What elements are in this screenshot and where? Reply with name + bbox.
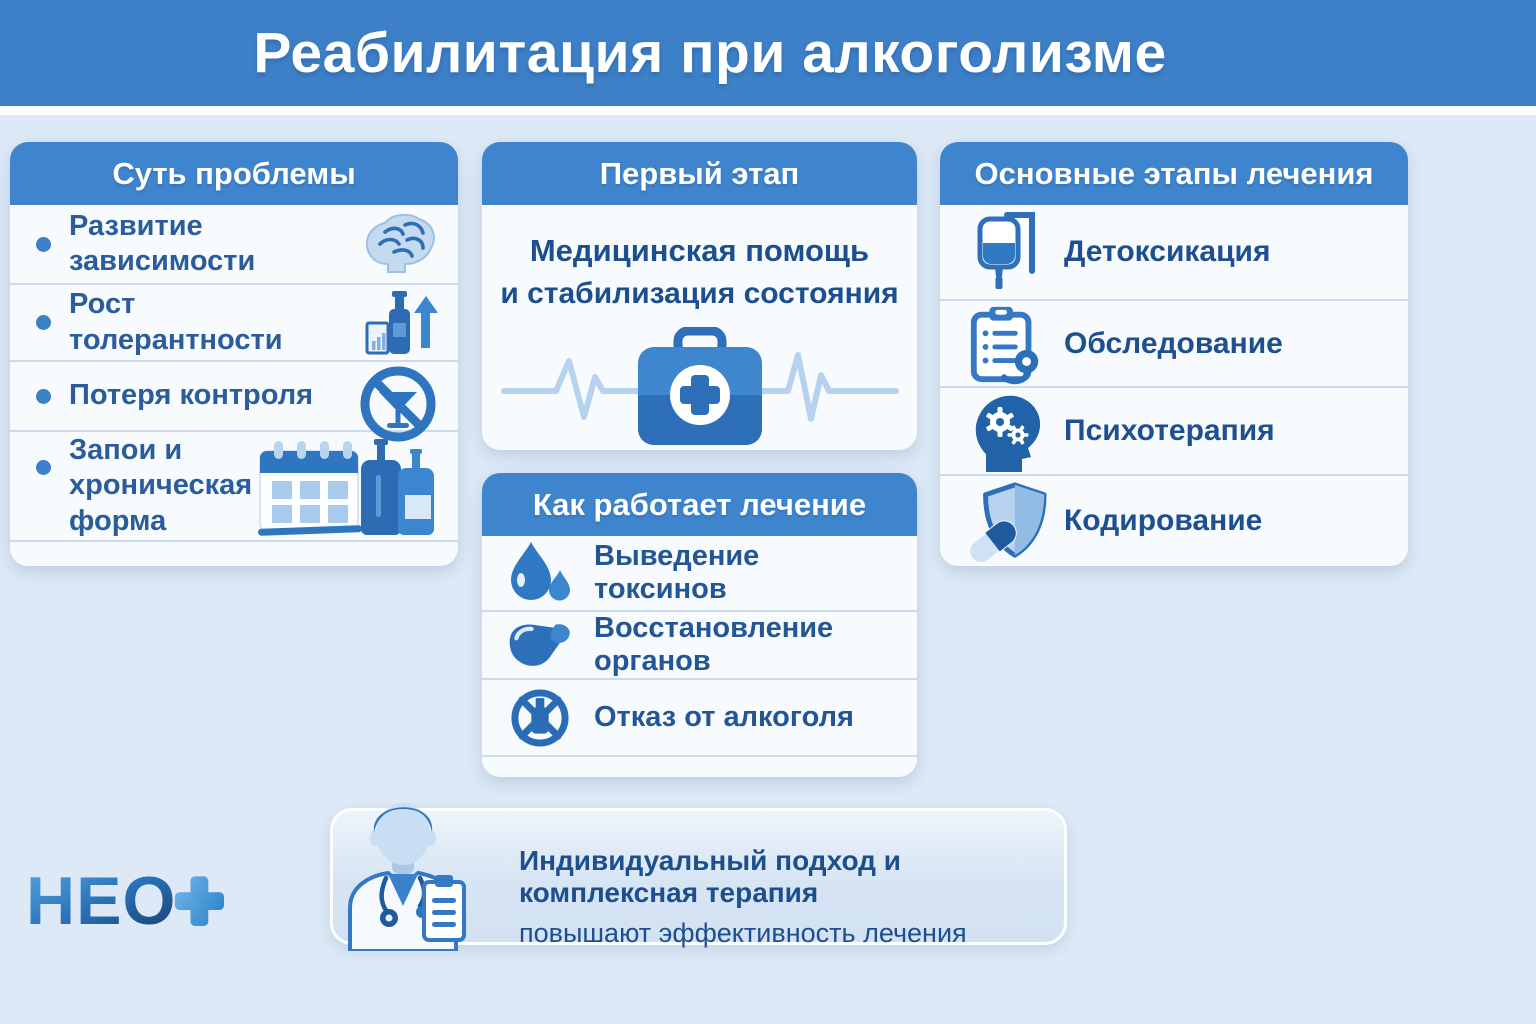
treatment-item-row	[482, 536, 917, 612]
stages-card	[940, 142, 1408, 566]
page-title: Реабилитация при алкоголизме	[253, 21, 1167, 85]
stages-item-row	[940, 388, 1408, 476]
tolerance-growth-icon	[354, 288, 440, 358]
first-stage-card-header: Первый этап	[482, 142, 917, 205]
doctor-clipboard-illustration	[336, 786, 471, 956]
bullet-dot	[36, 460, 51, 475]
first-aid-kit-icon	[482, 327, 917, 449]
problem-card-header: Суть проблемы	[10, 142, 458, 205]
brain-icon	[358, 211, 440, 277]
logo-text: НЕО	[26, 863, 177, 939]
ecg-line-icon	[504, 361, 646, 417]
problem-item-row	[10, 285, 458, 362]
treatment-item-label: Отказ от алкоголя	[594, 701, 854, 733]
calendar-bottles-icon	[254, 433, 440, 539]
treatment-card	[482, 473, 917, 777]
bullet-dot	[36, 237, 51, 252]
first-stage-text-line1: Медицинская помощь	[529, 233, 870, 268]
treatment-item-row	[482, 612, 917, 680]
shield-pill-icon	[966, 480, 1048, 562]
stages-item-label: Кодирование	[1064, 504, 1263, 537]
header-divider	[0, 106, 1536, 115]
banner-text-line2: повышают эффективность лечения	[519, 918, 967, 948]
footer-banner	[330, 808, 1067, 948]
ecg-line-icon	[754, 355, 896, 419]
no-alcohol-icon	[508, 681, 572, 755]
treatment-item-row	[482, 680, 917, 757]
liver-icon	[508, 617, 572, 673]
head-gears-icon	[966, 390, 1048, 472]
clipboard-stethoscope-icon	[966, 303, 1048, 385]
first-stage-card	[482, 142, 917, 450]
iv-drip-icon	[966, 209, 1048, 295]
treatment-card-header: Как работает лечение	[482, 473, 917, 536]
water-drops-icon	[508, 540, 572, 606]
stages-item-label: Психотерапия	[1064, 414, 1275, 447]
problem-item-label: Запои и хроническая форма	[69, 433, 253, 537]
stages-item-row	[940, 476, 1408, 566]
logo	[26, 862, 262, 945]
bullet-dot	[36, 315, 51, 330]
problem-item-label: Развитие зависимости	[69, 209, 256, 277]
stages-item-row	[940, 301, 1408, 388]
logo-plus-icon: +	[176, 862, 223, 940]
stages-card-header: Основные этапы лечения	[940, 142, 1408, 205]
stages-item-label: Обследование	[1064, 326, 1283, 360]
problem-item-row	[10, 432, 458, 542]
stages-item-row	[940, 205, 1408, 301]
problem-item-row	[10, 362, 458, 432]
no-drink-icon	[356, 362, 440, 446]
banner-text-line1: Индивидуальный подход и комплексная терапия	[519, 845, 901, 908]
treatment-item-label: Восстановление органов	[594, 612, 834, 677]
problem-item-label: Рост толерантности	[69, 288, 283, 356]
bullet-dot	[36, 389, 51, 404]
problem-card	[10, 142, 458, 566]
first-stage-text-line2: и стабилизация состояния	[500, 277, 899, 310]
stages-item-label: Детоксикация	[1064, 235, 1271, 268]
problem-item-row	[10, 205, 458, 285]
problem-item-label: Потеря контроля	[69, 379, 314, 412]
treatment-item-label: Выведение токсинов	[594, 540, 760, 605]
